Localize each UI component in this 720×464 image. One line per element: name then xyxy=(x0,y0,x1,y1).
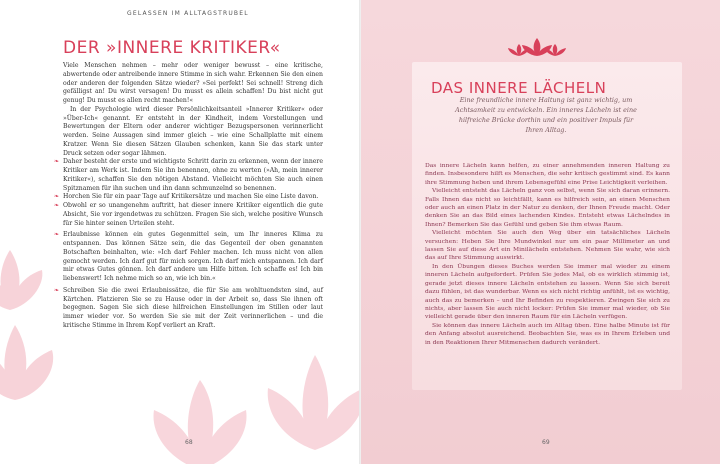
intro-text: Eine freundliche innere Haltung ist ganz wichtig, um Achtsamkeit zu entwickeln. Ein inneres Lächeln ist eine hilfreiche Brücke dorthin und ein positiver Impuls für Ihren Alltag. xyxy=(455,96,637,134)
paragraph: In den Übungen dieses Buches werden Sie immer mal wieder zu einem inneren Lächeln aufgefordert. Prüfen Sie jedes Mal, ob es wirklich stimmig ist, gerade jetzt dieses innere Lächeln entstehen zu lassen. Wenn Sie sich bereit dazu fühlen, ist das wunderbar. Wenn es sich nicht richtig anfühlt, ist es wichtig, auch das zu bemerken – und Ihr Befinden zu respektieren. Zwingen Sie sich zu nichts, aber lassen Sie auch nicht locker: Prüfen Sie immer mal wieder, ob Sie vielleicht gerade über den inneren Raum für ein Lächeln verfügen. xyxy=(425,262,670,321)
lotus-bullet-icon: ❧ xyxy=(54,231,60,239)
section-title: DAS INNERE LÄCHELN xyxy=(431,79,607,97)
list-item: ❧ Schreiben Sie die zwei Erlaubnissätze, die für Sie am wohltuendsten sind, auf Kärtchen. Platzieren Sie se zu Hause oder in der Arbeit so, dass Sie ihnen oft begegnen. Sagen Sie sich diese hilfreichen Einstellungen im Stillen oder laut immer wieder vor. So werden Sie sie mit der Zeit verinnerlichen – und die kritische Stimme in Ihrem Kopf verliert an Kraft. xyxy=(54,286,323,329)
paragraph: Sie können das innere Lächeln auch im Alltag üben. Eine halbe Minute ist für den Anfang absolut ausreichend. Beobachten Sie, was es in Ihrem Erleben und in den Reaktionen Ihrer Mitmenschen dadurch verändert. xyxy=(425,321,670,346)
paragraph: Viele Menschen nehmen – mehr oder weniger bewusst – eine kritische, abwertende oder antreibende innere Stimme in sich wahr. Erkennen Sie den einen oder anderen der folgenden Sätze wieder? »Sei perfekt! Sei schnell! Streng dich gefälligst an! Du wirst versagen! Du musst es allein schaffen! Du bist nicht gut genug! Du musst es allen recht machen!« xyxy=(63,62,323,104)
paragraph: Vielleicht möchten Sie auch den Weg über ein tatsächliches Lächeln versuchen: Heben Sie Ihre Mundwinkel nur um ein paar Millimeter an und lassen Sie auf diese Art ein Minilächeln entstehen. Nehmen Sie wahr, wie sich das auf Ihre Stimmung auswirkt. xyxy=(425,229,670,262)
lotus-bullet-icon: ❧ xyxy=(54,193,60,201)
bullet-list xyxy=(54,158,323,330)
running-head: GELASSEN IM ALLTAGSTRUBEL xyxy=(127,10,249,17)
left-body-text xyxy=(54,62,323,331)
lotus-icon xyxy=(507,38,567,58)
lotus-bullet-icon: ❧ xyxy=(54,286,60,294)
paragraph: Das innere Lächeln kann helfen, zu einer annehmenden inneren Haltung zu finden. Insbesondere hilft es Menschen, die sehr kritisch gestimmt sind. Es kann ihre Stimmung heben und ihrem Lebensgefühl eine Prise Leichtigkeit verleihen. xyxy=(425,162,670,186)
paragraph: In der Psychologie wird dieser Persönlichkeitsanteil »Innerer Kritiker« oder »Über-Ich« genannt. Er entsteht in der Kindheit, indem Vorstellungen und Bewertungen der Eltern oder anderer wichtiger Bezugspersonen verinnerlicht werden. Seine Aussagen sind immer gleich – wie eine Schallplatte mit einem Kratzer. Wenn Sie diesen Sätzen Glauben schenken, kann Sie das stark unter Druck setzen oder sogar lähmen. xyxy=(63,105,323,157)
right-page xyxy=(361,0,720,464)
lotus-bullet-icon: ❧ xyxy=(54,158,60,166)
page-number: 69 xyxy=(542,439,550,446)
page-number: 68 xyxy=(185,439,193,446)
lotus-icon xyxy=(140,340,361,464)
lotus-bullet-icon: ❧ xyxy=(54,202,60,209)
right-body-text xyxy=(425,162,670,347)
list-item: ❧ Erlaubnisse können ein gutes Gegenmittel sein, um Ihr inneres Klima zu entspannen. Das können Sätze sein, die das Gegenteil der oben genannten Botschaften beinhalten, wie: »Ich darf Fehler machen. Ich muss nicht von allen gemocht werden. Ich darf gut für mich sorgen. Ich darf mich entspannen. Ich darf mir etwas Gutes gönnen. Ich darf andere um Hilfe bitten. Ich schaffe es! Ich bin liebenswert! Ich nehme mich so an, wie ich bin.« xyxy=(54,231,323,282)
page-title: DER »INNERE KRITIKER« xyxy=(63,38,281,58)
list-item: ❧ Horchen Sie für ein paar Tage auf Kritikersätze und machen Sie eine Liste davon. xyxy=(54,193,319,201)
list-item: ❧ Obwohl er so unangenehm auftritt, hat dieser innere Kritiker eigentlich die gute Absicht, Sie vor irgendetwas zu schützen. Fragen Sie sich, welche positive Wunsch für Sie hinter seinen Urteilen steht. xyxy=(54,202,323,227)
paragraph: Vielleicht entsteht das Lächeln ganz von selbst, wenn Sie sich daran erinnern. Falls Ihnen das nicht so leichtfällt, kann es hilfreich sein, an einen Menschen oder auch an einen Platz in der Natur zu denken, der Ihnen Freude macht. Oder denken Sie an das Bild eines lachenden Kindes. Entsteht etwas Lächelndes in Ihnen? Bemerken Sie das Gefühl und geben Sie ihm etwas Raum. xyxy=(425,187,670,228)
list-item: ❧ Daher besteht der erste und wichtigste Schritt darin zu erkennen, wenn der innere Kritiker am Werk ist. Indem Sie ihn benennen, ohne zu werten (»Ah, mein innerer Kritiker«), schaffen Sie den nötigen Abstand. Vielleicht möchten Sie auch einen Spitznamen für ihn suchen und ihn dann schmunzelnd so benennen. xyxy=(54,158,323,192)
